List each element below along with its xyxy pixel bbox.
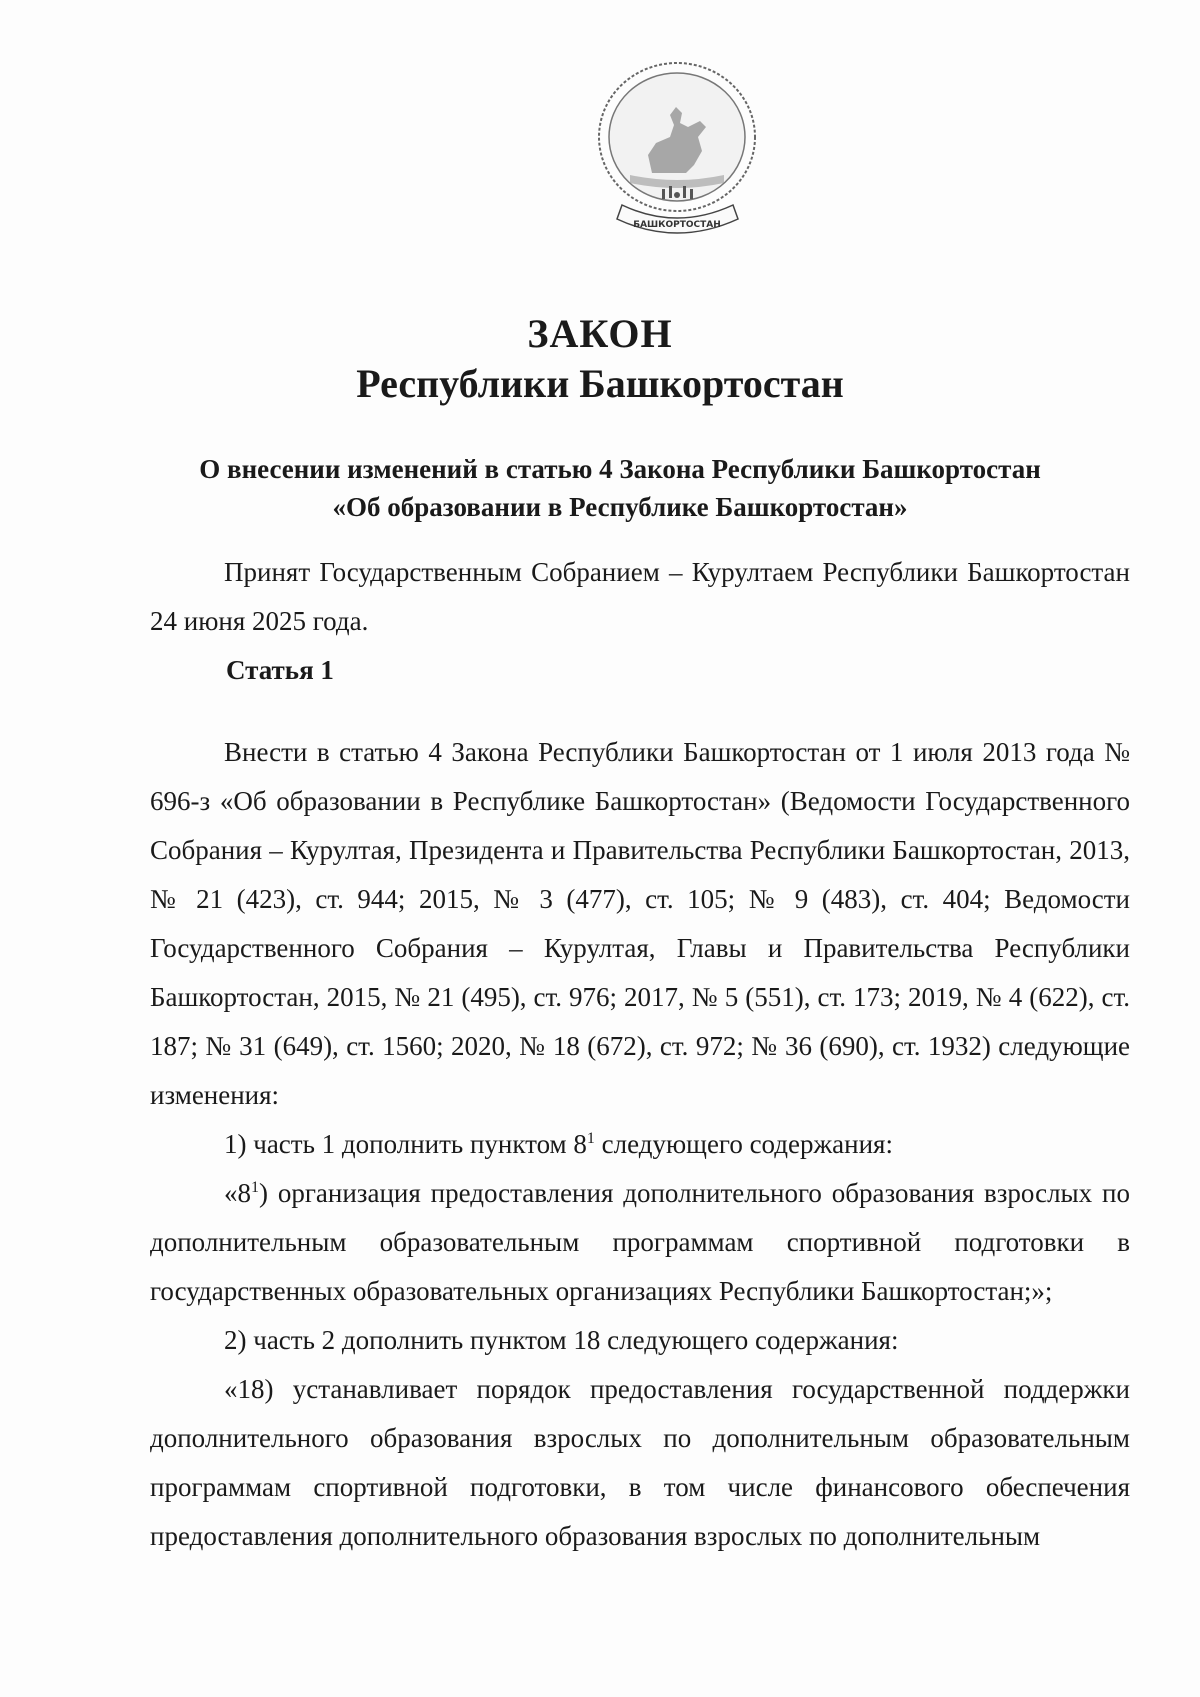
amendment-quote-1-post: ) организация предоставления дополнительного образования взрослых по дополнительным образовательным программам спортивной подготовки в государственных образовательных организациях Республики Башкортостан;»; [150,1178,1130,1306]
amendment-item-1 [150,1120,1130,1169]
article-body [150,728,1130,1561]
amendment-item-1-post: следующего содержания: [594,1129,893,1159]
adoption-statement [150,548,1130,646]
emblem-ribbon-text: БАШКОРТОСТАН [633,220,721,230]
amendment-item-1-sup: 1 [586,1130,595,1147]
article-intro: Внести в статью 4 Закона Республики Башкортостан от 1 июля 2013 года № 696-з «Об образовании в Республике Башкортостан» (Ведомости Государственного Собрания – Курултая, Президента и Правительства Республики Башкортостан, 2013, № 21 (423), ст. 944; 2015, № 3 (477), ст. 105; № 9 (483), ст. 404; Ведомости Государственного Собрания – Курултая, Главы и Правительства Республики Башкортостан, 2015, № 21 (495), ст. 976; 2017, № 5 (551), ст. 173; 2019, № 4 (622), ст. 187; № 31 (649), ст. 1560; 2020, № 18 (672), ст. 972; № 36 (690), ст. 1932) следующие изменения: [150,737,1130,1110]
amendment-item-1-pre: 1) часть 1 дополнить пунктом 8 [224,1129,587,1159]
article-heading: Статья 1 [226,655,334,685]
document-title: ЗАКОН [527,311,673,356]
amendment-quote-1-sup: 1 [251,1179,259,1196]
amendment-quote-1-pre: «8 [224,1178,251,1208]
adoption-text: Принят Государственным Собранием – Курултаем Республики Башкортостан 24 июня 2025 года. [150,557,1130,636]
amendment-quote-1 [150,1169,1130,1316]
law-title [140,450,1100,526]
law-title-line-2: «Об образовании в Республике Башкортостан» [332,492,908,522]
amendment-item-2: 2) часть 2 дополнить пунктом 18 следующего содержания: [224,1325,899,1355]
law-title-line-1: О внесении изменений в статью 4 Закона Республики Башкортостан [199,454,1041,484]
amendment-quote-2: «18) устанавливает порядок предоставления государственной поддержки дополнительного образования взрослых по дополнительным образовательным программам спортивной подготовки, в том числе финансового обеспечения предоставления дополнительного образования взрослых по дополнительным [150,1374,1130,1551]
document-subtitle: Республики Башкортостан [356,361,844,406]
bashkortostan-coat-of-arms-icon [590,55,765,245]
